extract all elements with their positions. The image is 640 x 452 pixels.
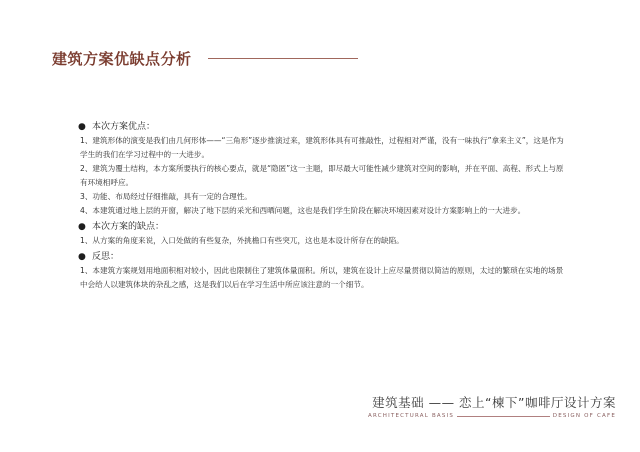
- disadvantage-item-1: 1、从方案的角度来说，入口处做的有些复杂，外挑檐口有些突兀，这也是本设计所存在的缺陷。: [80, 236, 404, 245]
- advantages-heading-text: 本次方案优点：: [92, 122, 156, 132]
- footer-divider: [457, 416, 550, 417]
- advantages-heading: [80, 120, 570, 134]
- bullet-icon: ●: [78, 252, 86, 262]
- reflection-heading: [80, 250, 570, 264]
- page-title: 建筑方案优缺点分析: [52, 50, 192, 68]
- footer-title: 建筑基础 —— 恋上“楝下”咖啡厅设计方案: [372, 395, 616, 410]
- title-divider: [208, 58, 358, 59]
- advantage-item-3: 3、功能、布局经过仔细推敲，具有一定的合理性。: [80, 192, 252, 201]
- disadvantages-heading-text: 本次方案的缺点：: [92, 222, 165, 232]
- reflection-heading-text: 反思：: [92, 252, 120, 262]
- reflection-item-1: 1、本建筑方案规划用地面积相对较小，因此也限制住了建筑体量面积。所以，建筑在设计上应尽量贯彻以简洁的原则，太过的繁琐在实地的场景中会给人以建筑体块的杂乱之感，这是我们以后在学习生活中所应该注意的一个细节。: [80, 266, 564, 289]
- advantage-item-2: 2、建筑为覆土结构，本方案所要执行的核心要点，就是“隐匿”这一主题，即尽最大可能性减少建筑对空间的影响，并在平面、高程、形式上与原有环境相呼应。: [80, 164, 564, 187]
- bullet-icon: ●: [78, 222, 86, 232]
- footer-subtitle: [368, 413, 616, 419]
- advantage-item-4: 4、本建筑通过地上层的开窗，解决了地下层的采光和西晒问题，这也是我们学生阶段在解决环境因素对设计方案影响上的一大进步。: [80, 206, 526, 215]
- footer-left-label: ARCHITECTURAL BASIS: [368, 413, 455, 419]
- footer-right-label: DESIGN OF CAFE: [552, 413, 616, 419]
- bullet-icon: ●: [78, 122, 86, 132]
- disadvantages-heading: [80, 220, 570, 234]
- advantage-item-1: 1、建筑形体的演变是我们由几何形体——“三角形”逐步推演过来，建筑形体具有可推敲性，过程相对严谨，没有一味执行”拿来主义”，这是作为学生的我们在学习过程中的一大进步。: [80, 136, 564, 159]
- content-body: [80, 120, 570, 292]
